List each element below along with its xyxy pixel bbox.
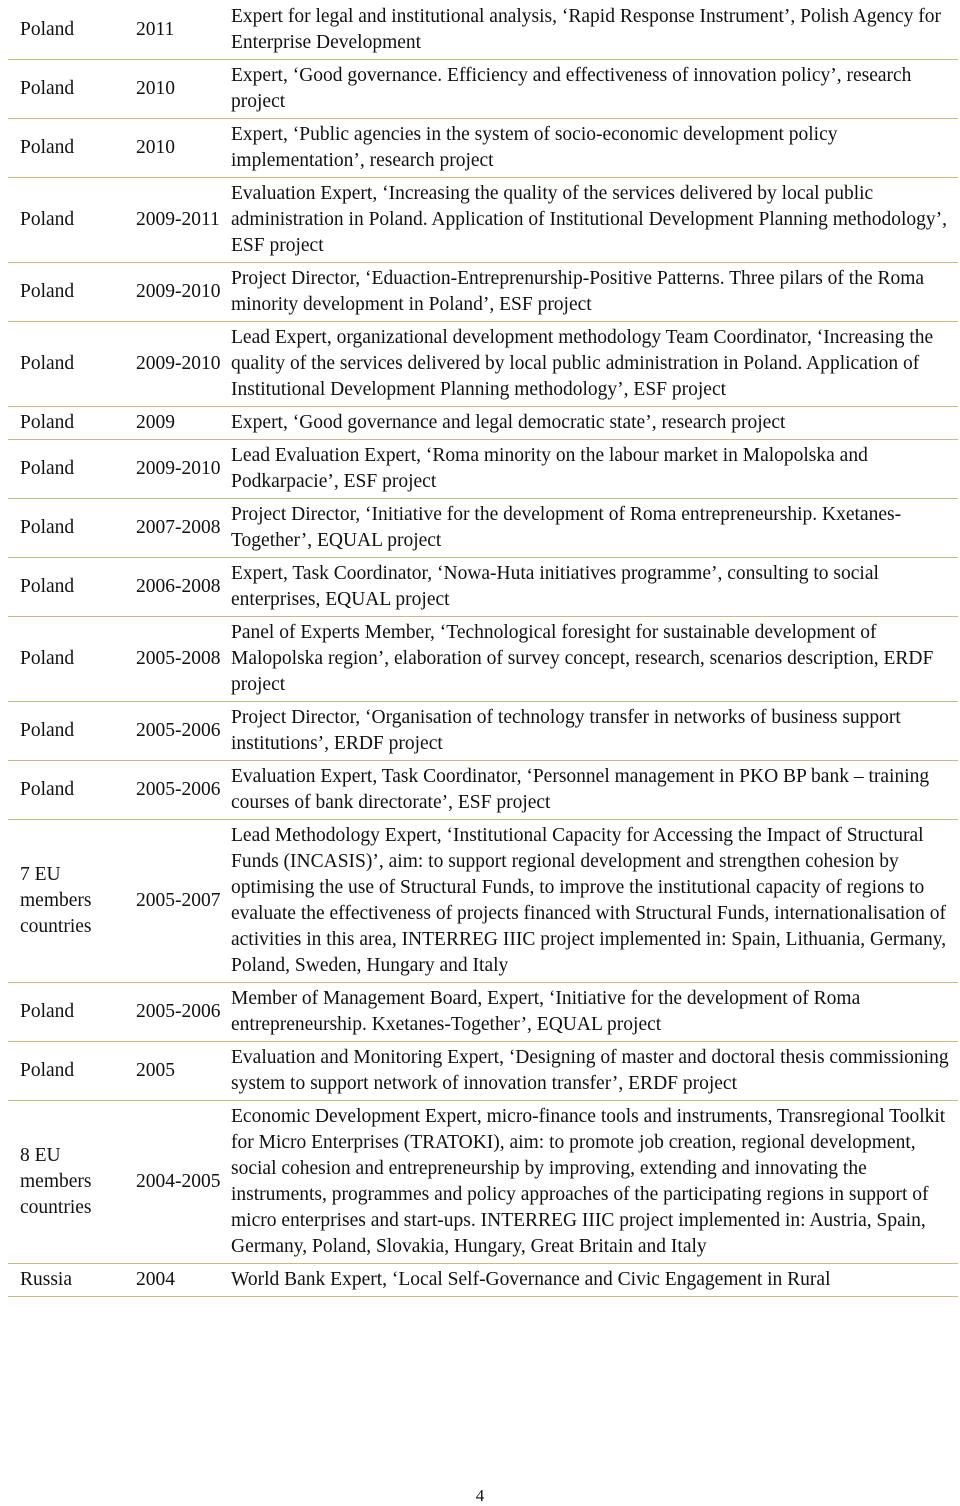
experience-table xyxy=(8,1,958,1297)
experience-row xyxy=(8,702,958,761)
description-cell: Expert, ‘Good governance and legal democratic state’, research project xyxy=(231,412,786,433)
country-cell: Poland xyxy=(20,209,75,230)
description-cell: Project Director, ‘Initiative for the development of Roma entrepreneurship. Kxetanes-Together’, EQUAL project xyxy=(231,504,902,551)
year-cell: 2006-2008 xyxy=(136,576,221,597)
year-cell: 2004-2005 xyxy=(136,1171,221,1192)
year-cell: 2005-2006 xyxy=(136,1001,221,1022)
country-cell: 7 EU members countries xyxy=(20,864,92,937)
description-cell: Lead Evaluation Expert, ‘Roma minority on the labour market in Malopolska and Podkarpacie’, ESF project xyxy=(231,445,868,492)
year-cell: 2005 xyxy=(136,1060,175,1081)
description-cell: Lead Methodology Expert, ‘Institutional Capacity for Accessing the Impact of Structural Funds (INCASIS)’, aim: to support regional development and strengthen cohesion by optimising the use of Structural Funds, to improve the institutional capacity of regions to evaluate the effectiveness of projects financed with Structural Funds, internationalisation of activities in this area, INTERREG IIIC project implemented in: Spain, Lithuania, Germany, Poland, Sweden, Hungary and Italy xyxy=(231,825,947,976)
country-cell: Poland xyxy=(20,137,75,158)
description-cell: Member of Management Board, Expert, ‘Initiative for the development of Roma entrepreneurship. Kxetanes-Together’, EQUAL project xyxy=(231,988,861,1035)
experience-row xyxy=(8,1042,958,1101)
experience-row xyxy=(8,60,958,119)
country-cell: Poland xyxy=(20,576,75,597)
description-cell: Expert, ‘Good governance. Efficiency and effectiveness of innovation policy’, research project xyxy=(231,65,912,112)
experience-row xyxy=(8,440,958,499)
experience-row xyxy=(8,617,958,702)
description-cell: Evaluation Expert, ‘Increasing the quality of the services delivered by local public administration in Poland. Application of Institutional Development Planning methodology’, ESF project xyxy=(231,183,947,256)
country-cell: Poland xyxy=(20,517,75,538)
experience-rows xyxy=(8,1,958,1297)
description-cell: Expert, Task Coordinator, ‘Nowa-Huta initiatives programme’, consulting to social enterprises, EQUAL project xyxy=(231,563,879,610)
year-cell: 2007-2008 xyxy=(136,517,221,538)
experience-row xyxy=(8,761,958,820)
experience-row xyxy=(8,407,958,440)
year-cell: 2004 xyxy=(136,1269,175,1290)
year-cell: 2005-2008 xyxy=(136,648,221,669)
description-cell: Project Director, ‘Organisation of technology transfer in networks of business support institutions’, ERDF project xyxy=(231,707,901,754)
description-cell: Expert for legal and institutional analysis, ‘Rapid Response Instrument’, Polish Agency for Enterprise Development xyxy=(231,6,941,53)
experience-row xyxy=(8,1,958,60)
year-cell: 2005-2006 xyxy=(136,720,221,741)
description-cell: Panel of Experts Member, ‘Technological foresight for sustainable development of Malopolska region’, elaboration of survey concept, research, scenarios description, ERDF project xyxy=(231,622,934,695)
description-cell: Project Director, ‘Eduaction-Entreprenurship-Positive Patterns. Three pilars of the Roma minority development in Poland’, ESF project xyxy=(231,268,925,315)
country-cell: Poland xyxy=(20,779,75,800)
country-cell: Poland xyxy=(20,412,75,433)
year-cell: 2009 xyxy=(136,412,175,433)
country-cell: Poland xyxy=(20,78,75,99)
page-number: 4 xyxy=(475,1486,485,1505)
country-cell: Poland xyxy=(20,648,75,669)
year-cell: 2011 xyxy=(136,19,175,40)
country-cell: Poland xyxy=(20,281,75,302)
description-cell: Economic Development Expert, micro-finance tools and instruments, Transregional Toolkit for Micro Enterprises (TRATOKI), aim: to promote job creation, regional development, social cohesion and entrepreneurship by improving, extending and innovating the instruments, programmes and policy approaches of the participating regions in support of micro enterprises and start-ups. INTERREG IIIC project implemented in: Austria, Spain, Germany, Poland, Slovakia, Hungary, Great Britain and Italy xyxy=(231,1106,946,1257)
description-cell: Expert, ‘Public agencies in the system of socio-economic development policy implementation’, research project xyxy=(231,124,838,171)
experience-row xyxy=(8,820,958,983)
country-cell: Poland xyxy=(20,458,75,479)
country-cell: Poland xyxy=(20,720,75,741)
year-cell: 2009-2010 xyxy=(136,353,221,374)
country-cell: Poland xyxy=(20,1060,75,1081)
country-cell: Russia xyxy=(20,1269,73,1290)
experience-row xyxy=(8,1101,958,1264)
description-cell: World Bank Expert, ‘Local Self-Governance and Civic Engagement in Rural xyxy=(231,1269,831,1290)
experience-row xyxy=(8,322,958,407)
year-cell: 2005-2006 xyxy=(136,779,221,800)
year-cell: 2010 xyxy=(136,137,175,158)
country-cell: 8 EU members countries xyxy=(20,1145,92,1218)
country-cell: Poland xyxy=(20,353,75,374)
experience-row xyxy=(8,263,958,322)
experience-row xyxy=(8,558,958,617)
description-cell: Evaluation and Monitoring Expert, ‘Designing of master and doctoral thesis commissioning system to support network of innovation transfer’, ERDF project xyxy=(231,1047,949,1094)
experience-row xyxy=(8,178,958,263)
experience-row xyxy=(8,1264,958,1297)
year-cell: 2005-2007 xyxy=(136,890,221,911)
description-cell: Lead Expert, organizational development methodology Team Coordinator, ‘Increasing the quality of the services delivered by local public administration in Poland. Application of Institutional Development Planning methodology’, ESF project xyxy=(231,327,934,400)
year-cell: 2009-2010 xyxy=(136,281,221,302)
experience-row xyxy=(8,499,958,558)
country-cell: Poland xyxy=(20,19,75,40)
year-cell: 2010 xyxy=(136,78,175,99)
experience-row xyxy=(8,983,958,1042)
year-cell: 2009-2011 xyxy=(136,209,220,230)
experience-row xyxy=(8,119,958,178)
description-cell: Evaluation Expert, Task Coordinator, ‘Personnel management in PKO BP bank – training courses of bank directorate’, ESF project xyxy=(231,766,930,813)
country-cell: Poland xyxy=(20,1001,75,1022)
year-cell: 2009-2010 xyxy=(136,458,221,479)
